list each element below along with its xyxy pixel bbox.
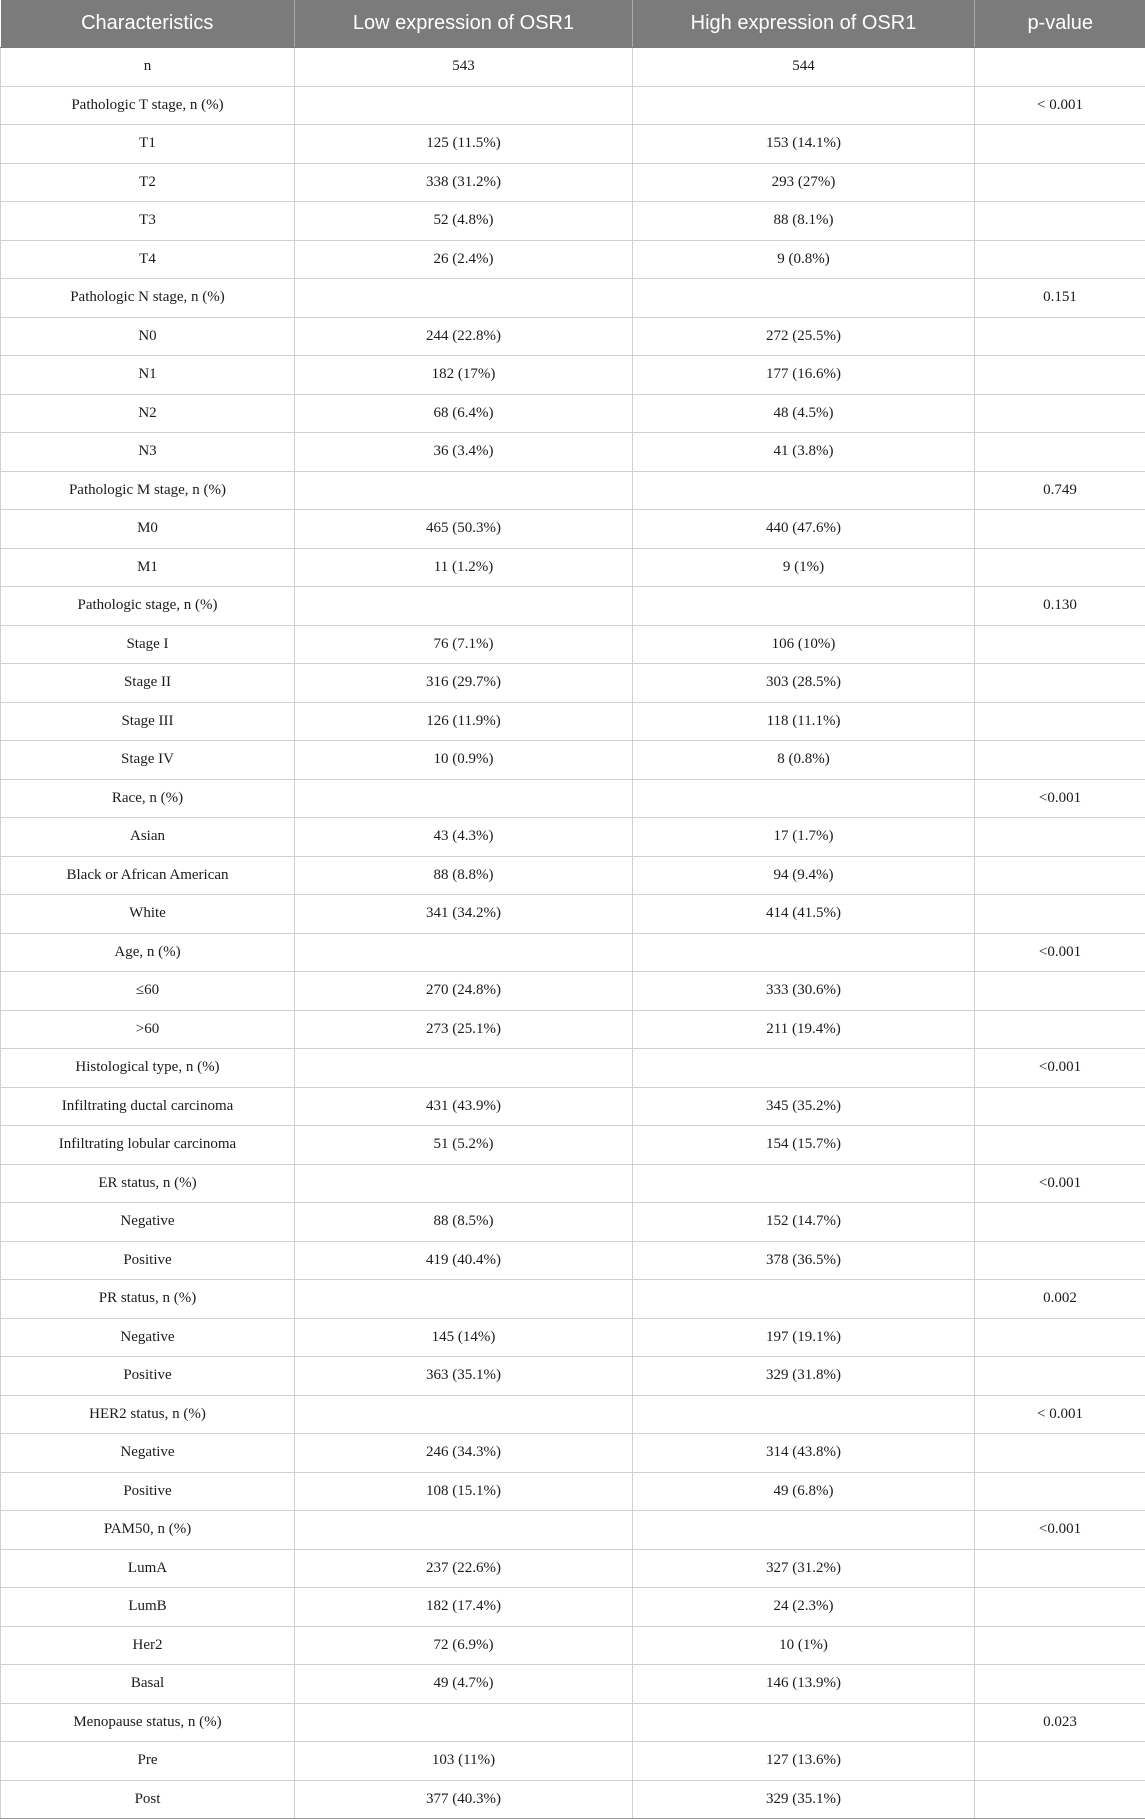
cell-characteristic: Positive bbox=[1, 1241, 295, 1280]
cell-high-expression bbox=[633, 587, 975, 626]
cell-characteristic: LumA bbox=[1, 1549, 295, 1588]
cell-p-value bbox=[975, 895, 1145, 934]
table-row bbox=[1, 548, 1145, 587]
table-row bbox=[1, 1780, 1145, 1819]
cell-p-value bbox=[975, 1010, 1145, 1049]
table-row-section bbox=[1, 86, 1145, 125]
cell-low-expression: 341 (34.2%) bbox=[295, 895, 633, 934]
cell-p-value bbox=[975, 1126, 1145, 1165]
cell-characteristic: Asian bbox=[1, 818, 295, 857]
table-row bbox=[1, 1434, 1145, 1473]
cell-p-value bbox=[975, 317, 1145, 356]
table-row-section bbox=[1, 933, 1145, 972]
cell-low-expression: 126 (11.9%) bbox=[295, 702, 633, 741]
cell-p-value bbox=[975, 972, 1145, 1011]
table-row bbox=[1, 818, 1145, 857]
cell-low-expression: 419 (40.4%) bbox=[295, 1241, 633, 1280]
cell-p-value bbox=[975, 394, 1145, 433]
cell-characteristic: Positive bbox=[1, 1472, 295, 1511]
table-row bbox=[1, 1203, 1145, 1242]
cell-low-expression bbox=[295, 1164, 633, 1203]
cell-p-value bbox=[975, 702, 1145, 741]
cell-low-expression: 273 (25.1%) bbox=[295, 1010, 633, 1049]
cell-low-expression bbox=[295, 933, 633, 972]
cell-p-value bbox=[975, 1665, 1145, 1704]
cell-low-expression bbox=[295, 471, 633, 510]
table-row-section bbox=[1, 1164, 1145, 1203]
cell-characteristic: Pathologic N stage, n (%) bbox=[1, 279, 295, 318]
cell-p-value bbox=[975, 202, 1145, 241]
cell-high-expression: 293 (27%) bbox=[633, 163, 975, 202]
cell-low-expression: 72 (6.9%) bbox=[295, 1626, 633, 1665]
cell-low-expression: 246 (34.3%) bbox=[295, 1434, 633, 1473]
cell-characteristic: Menopause status, n (%) bbox=[1, 1703, 295, 1742]
cell-low-expression: 316 (29.7%) bbox=[295, 664, 633, 703]
table-row-section bbox=[1, 1703, 1145, 1742]
cell-high-expression: 24 (2.3%) bbox=[633, 1588, 975, 1627]
table-row bbox=[1, 394, 1145, 433]
cell-low-expression: 270 (24.8%) bbox=[295, 972, 633, 1011]
cell-low-expression: 465 (50.3%) bbox=[295, 510, 633, 549]
cell-characteristic: Her2 bbox=[1, 1626, 295, 1665]
table-row bbox=[1, 895, 1145, 934]
cell-low-expression: 363 (35.1%) bbox=[295, 1357, 633, 1396]
cell-low-expression: 108 (15.1%) bbox=[295, 1472, 633, 1511]
cell-low-expression: 10 (0.9%) bbox=[295, 741, 633, 780]
cell-high-expression bbox=[633, 86, 975, 125]
cell-high-expression bbox=[633, 471, 975, 510]
table-header bbox=[1, 0, 1145, 48]
cell-characteristic: HER2 status, n (%) bbox=[1, 1395, 295, 1434]
table-row-section bbox=[1, 279, 1145, 318]
cell-characteristic: Stage IV bbox=[1, 741, 295, 780]
cell-high-expression: 345 (35.2%) bbox=[633, 1087, 975, 1126]
cell-low-expression: 51 (5.2%) bbox=[295, 1126, 633, 1165]
cell-high-expression: 303 (28.5%) bbox=[633, 664, 975, 703]
cell-p-value bbox=[975, 1357, 1145, 1396]
table-row bbox=[1, 625, 1145, 664]
cell-high-expression: 414 (41.5%) bbox=[633, 895, 975, 934]
table-row bbox=[1, 1588, 1145, 1627]
cell-high-expression: 544 bbox=[633, 48, 975, 87]
table-row bbox=[1, 664, 1145, 703]
cell-p-value: 0.130 bbox=[975, 587, 1145, 626]
cell-low-expression: 76 (7.1%) bbox=[295, 625, 633, 664]
cell-characteristic: N1 bbox=[1, 356, 295, 395]
cell-characteristic: T1 bbox=[1, 125, 295, 164]
cell-low-expression: 543 bbox=[295, 48, 633, 87]
table-row bbox=[1, 972, 1145, 1011]
cell-high-expression: 17 (1.7%) bbox=[633, 818, 975, 857]
table-row bbox=[1, 1357, 1145, 1396]
cell-characteristic: Infiltrating ductal carcinoma bbox=[1, 1087, 295, 1126]
cell-low-expression: 52 (4.8%) bbox=[295, 202, 633, 241]
cell-p-value: <0.001 bbox=[975, 1511, 1145, 1550]
cell-high-expression: 9 (0.8%) bbox=[633, 240, 975, 279]
cell-characteristic: Stage II bbox=[1, 664, 295, 703]
cell-high-expression: 197 (19.1%) bbox=[633, 1318, 975, 1357]
cell-high-expression: 48 (4.5%) bbox=[633, 394, 975, 433]
cell-high-expression bbox=[633, 933, 975, 972]
cell-high-expression: 440 (47.6%) bbox=[633, 510, 975, 549]
cell-p-value bbox=[975, 548, 1145, 587]
cell-high-expression: 153 (14.1%) bbox=[633, 125, 975, 164]
cell-low-expression: 88 (8.8%) bbox=[295, 856, 633, 895]
cell-low-expression: 237 (22.6%) bbox=[295, 1549, 633, 1588]
header-characteristics: Characteristics bbox=[1, 0, 295, 48]
table-row bbox=[1, 433, 1145, 472]
table-row-section bbox=[1, 1280, 1145, 1319]
table-row bbox=[1, 1665, 1145, 1704]
cell-p-value bbox=[975, 856, 1145, 895]
cell-characteristic: Negative bbox=[1, 1434, 295, 1473]
cell-low-expression: 182 (17.4%) bbox=[295, 1588, 633, 1627]
table-row bbox=[1, 1742, 1145, 1781]
cell-high-expression: 10 (1%) bbox=[633, 1626, 975, 1665]
cell-low-expression: 103 (11%) bbox=[295, 1742, 633, 1781]
cell-p-value bbox=[975, 163, 1145, 202]
table-row-section bbox=[1, 48, 1145, 87]
cell-p-value bbox=[975, 818, 1145, 857]
cell-high-expression: 146 (13.9%) bbox=[633, 1665, 975, 1704]
cell-low-expression: 182 (17%) bbox=[295, 356, 633, 395]
cell-low-expression: 88 (8.5%) bbox=[295, 1203, 633, 1242]
cell-low-expression: 49 (4.7%) bbox=[295, 1665, 633, 1704]
cell-low-expression bbox=[295, 1703, 633, 1742]
cell-p-value bbox=[975, 1742, 1145, 1781]
table-row bbox=[1, 741, 1145, 780]
header-p-value: p-value bbox=[975, 0, 1145, 48]
cell-p-value bbox=[975, 1549, 1145, 1588]
table-row bbox=[1, 125, 1145, 164]
cell-p-value bbox=[975, 433, 1145, 472]
cell-high-expression bbox=[633, 1395, 975, 1434]
cell-low-expression: 338 (31.2%) bbox=[295, 163, 633, 202]
cell-high-expression: 314 (43.8%) bbox=[633, 1434, 975, 1473]
cell-p-value: <0.001 bbox=[975, 1049, 1145, 1088]
cell-low-expression bbox=[295, 587, 633, 626]
table-row bbox=[1, 240, 1145, 279]
cell-low-expression: 68 (6.4%) bbox=[295, 394, 633, 433]
cell-characteristic: ER status, n (%) bbox=[1, 1164, 295, 1203]
table-row bbox=[1, 202, 1145, 241]
cell-characteristic: Race, n (%) bbox=[1, 779, 295, 818]
table-row bbox=[1, 1010, 1145, 1049]
cell-p-value bbox=[975, 1434, 1145, 1473]
cell-low-expression bbox=[295, 86, 633, 125]
cell-high-expression: 272 (25.5%) bbox=[633, 317, 975, 356]
cell-low-expression bbox=[295, 779, 633, 818]
cell-p-value bbox=[975, 510, 1145, 549]
cell-p-value bbox=[975, 125, 1145, 164]
table-row bbox=[1, 510, 1145, 549]
cell-characteristic: Age, n (%) bbox=[1, 933, 295, 972]
cell-high-expression bbox=[633, 1049, 975, 1088]
cell-characteristic: PR status, n (%) bbox=[1, 1280, 295, 1319]
cell-low-expression bbox=[295, 279, 633, 318]
cell-characteristic: M1 bbox=[1, 548, 295, 587]
cell-p-value bbox=[975, 1241, 1145, 1280]
cell-p-value bbox=[975, 1318, 1145, 1357]
table-row bbox=[1, 1318, 1145, 1357]
table-row bbox=[1, 163, 1145, 202]
cell-p-value: 0.023 bbox=[975, 1703, 1145, 1742]
cell-high-expression: 9 (1%) bbox=[633, 548, 975, 587]
cell-p-value: <0.001 bbox=[975, 933, 1145, 972]
cell-characteristic: n bbox=[1, 48, 295, 87]
cell-high-expression bbox=[633, 279, 975, 318]
cell-low-expression: 26 (2.4%) bbox=[295, 240, 633, 279]
cell-characteristic: Pathologic T stage, n (%) bbox=[1, 86, 295, 125]
table-body bbox=[1, 48, 1145, 1819]
table-row bbox=[1, 702, 1145, 741]
table-row-section bbox=[1, 779, 1145, 818]
cell-characteristic: ≤60 bbox=[1, 972, 295, 1011]
header-row bbox=[1, 0, 1145, 48]
cell-characteristic: Pathologic M stage, n (%) bbox=[1, 471, 295, 510]
cell-p-value: < 0.001 bbox=[975, 1395, 1145, 1434]
table-row bbox=[1, 1087, 1145, 1126]
cell-p-value bbox=[975, 741, 1145, 780]
table-row bbox=[1, 1241, 1145, 1280]
cell-p-value bbox=[975, 1588, 1145, 1627]
cell-high-expression: 152 (14.7%) bbox=[633, 1203, 975, 1242]
cell-characteristic: >60 bbox=[1, 1010, 295, 1049]
table-row-section bbox=[1, 587, 1145, 626]
table-row-section bbox=[1, 1049, 1145, 1088]
cell-high-expression bbox=[633, 1164, 975, 1203]
cell-p-value bbox=[975, 625, 1145, 664]
cell-characteristic: Pre bbox=[1, 1742, 295, 1781]
cell-high-expression bbox=[633, 1511, 975, 1550]
cell-p-value: < 0.001 bbox=[975, 86, 1145, 125]
cell-p-value bbox=[975, 356, 1145, 395]
cell-low-expression bbox=[295, 1511, 633, 1550]
cell-characteristic: Negative bbox=[1, 1203, 295, 1242]
header-low-expression: Low expression of OSR1 bbox=[295, 0, 633, 48]
cell-characteristic: M0 bbox=[1, 510, 295, 549]
cell-low-expression: 431 (43.9%) bbox=[295, 1087, 633, 1126]
cell-high-expression: 177 (16.6%) bbox=[633, 356, 975, 395]
cell-p-value bbox=[975, 664, 1145, 703]
cell-high-expression: 106 (10%) bbox=[633, 625, 975, 664]
cell-p-value bbox=[975, 1626, 1145, 1665]
table-row bbox=[1, 856, 1145, 895]
cell-characteristic: T4 bbox=[1, 240, 295, 279]
cell-low-expression: 145 (14%) bbox=[295, 1318, 633, 1357]
cell-characteristic: Positive bbox=[1, 1357, 295, 1396]
cell-p-value bbox=[975, 48, 1145, 87]
cell-high-expression: 329 (31.8%) bbox=[633, 1357, 975, 1396]
cell-high-expression: 41 (3.8%) bbox=[633, 433, 975, 472]
table-row bbox=[1, 1626, 1145, 1665]
cell-high-expression: 327 (31.2%) bbox=[633, 1549, 975, 1588]
cell-characteristic: Infiltrating lobular carcinoma bbox=[1, 1126, 295, 1165]
cell-characteristic: N2 bbox=[1, 394, 295, 433]
cell-low-expression bbox=[295, 1280, 633, 1319]
cell-p-value: 0.002 bbox=[975, 1280, 1145, 1319]
cell-high-expression: 127 (13.6%) bbox=[633, 1742, 975, 1781]
table-row-section bbox=[1, 1511, 1145, 1550]
cell-high-expression: 329 (35.1%) bbox=[633, 1780, 975, 1819]
cell-low-expression: 11 (1.2%) bbox=[295, 548, 633, 587]
cell-low-expression: 36 (3.4%) bbox=[295, 433, 633, 472]
cell-p-value bbox=[975, 1087, 1145, 1126]
cell-characteristic: Pathologic stage, n (%) bbox=[1, 587, 295, 626]
cell-high-expression bbox=[633, 1280, 975, 1319]
cell-p-value: 0.151 bbox=[975, 279, 1145, 318]
cell-high-expression bbox=[633, 779, 975, 818]
cell-high-expression: 8 (0.8%) bbox=[633, 741, 975, 780]
cell-low-expression: 125 (11.5%) bbox=[295, 125, 633, 164]
table-row bbox=[1, 356, 1145, 395]
table-row-section bbox=[1, 471, 1145, 510]
table-row bbox=[1, 1549, 1145, 1588]
cell-high-expression: 211 (19.4%) bbox=[633, 1010, 975, 1049]
header-high-expression: High expression of OSR1 bbox=[633, 0, 975, 48]
cell-high-expression: 49 (6.8%) bbox=[633, 1472, 975, 1511]
cell-characteristic: LumB bbox=[1, 1588, 295, 1627]
table-row bbox=[1, 317, 1145, 356]
cell-p-value: <0.001 bbox=[975, 779, 1145, 818]
cell-characteristic: Stage III bbox=[1, 702, 295, 741]
table-row bbox=[1, 1472, 1145, 1511]
cell-low-expression bbox=[295, 1395, 633, 1434]
cell-high-expression: 333 (30.6%) bbox=[633, 972, 975, 1011]
cell-characteristic: T3 bbox=[1, 202, 295, 241]
cell-p-value: <0.001 bbox=[975, 1164, 1145, 1203]
cell-high-expression: 378 (36.5%) bbox=[633, 1241, 975, 1280]
cell-p-value: 0.749 bbox=[975, 471, 1145, 510]
cell-characteristic: Stage I bbox=[1, 625, 295, 664]
cell-characteristic: T2 bbox=[1, 163, 295, 202]
cell-characteristic: N0 bbox=[1, 317, 295, 356]
cell-high-expression: 118 (11.1%) bbox=[633, 702, 975, 741]
cell-low-expression: 377 (40.3%) bbox=[295, 1780, 633, 1819]
cell-high-expression bbox=[633, 1703, 975, 1742]
cell-low-expression: 244 (22.8%) bbox=[295, 317, 633, 356]
cell-high-expression: 88 (8.1%) bbox=[633, 202, 975, 241]
cell-characteristic: Histological type, n (%) bbox=[1, 1049, 295, 1088]
cell-p-value bbox=[975, 1472, 1145, 1511]
cell-characteristic: Basal bbox=[1, 1665, 295, 1704]
cell-characteristic: White bbox=[1, 895, 295, 934]
cell-p-value bbox=[975, 1780, 1145, 1819]
table-row bbox=[1, 1126, 1145, 1165]
cell-p-value bbox=[975, 240, 1145, 279]
cell-p-value bbox=[975, 1203, 1145, 1242]
cell-characteristic: Black or African American bbox=[1, 856, 295, 895]
cell-low-expression bbox=[295, 1049, 633, 1088]
cell-low-expression: 43 (4.3%) bbox=[295, 818, 633, 857]
cell-characteristic: Negative bbox=[1, 1318, 295, 1357]
cell-characteristic: N3 bbox=[1, 433, 295, 472]
cell-characteristic: PAM50, n (%) bbox=[1, 1511, 295, 1550]
cell-high-expression: 94 (9.4%) bbox=[633, 856, 975, 895]
cell-high-expression: 154 (15.7%) bbox=[633, 1126, 975, 1165]
table-row-section bbox=[1, 1395, 1145, 1434]
cell-characteristic: Post bbox=[1, 1780, 295, 1819]
